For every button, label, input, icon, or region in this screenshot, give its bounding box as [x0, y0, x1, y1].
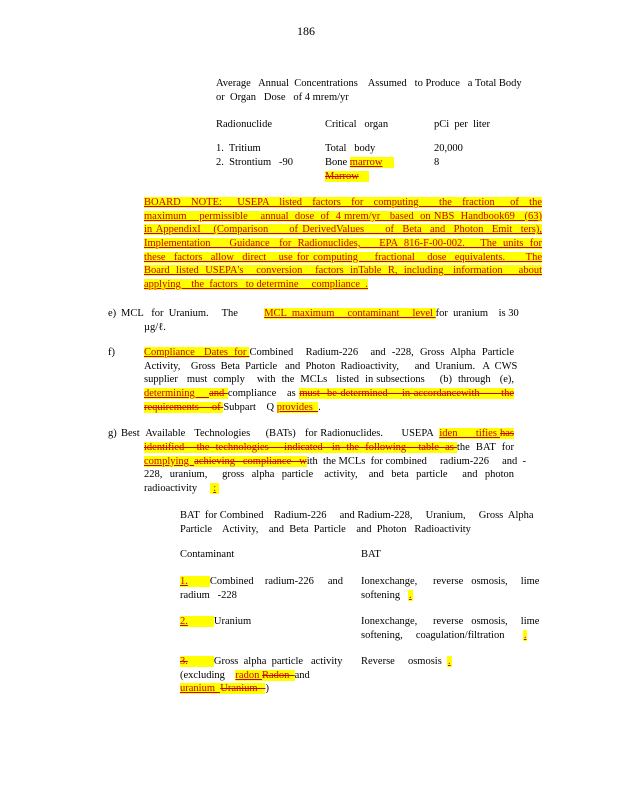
inserted-marrow: marrow [350, 157, 395, 168]
table1-row-tritium-value: 20,000 [434, 143, 463, 154]
table1-row-tritium-organ: Total body [325, 143, 376, 154]
item-f-body: Compliance Dates for Combined Radium-226 and -228, Gross Alpha Particle Activity, Gross Beta Particle and Photon Radioactivity, and Uranium. A CWS supplier must comply with the MCLs listed in subsections (b) through (e), determining and compliance as must be determined in accordancewith the requirements of Subpart Q provides . [144, 347, 518, 413]
page-number: 186 [297, 24, 315, 38]
table1-header-critical-organ: Critical organ [325, 119, 389, 130]
bat-row-2-contaminant: 2. Uranium [180, 616, 252, 627]
table1-row-tritium-nuclide: 1. Tritium [216, 143, 261, 154]
item-e-line1: MCL for Uranium. The MCL maximum contaminant level for uranium is 30 [121, 308, 519, 319]
board-note-line: in AppendixI (Comparison of DerivedValues of Beta and Photon Emit ters), [144, 224, 542, 236]
bat-row-2-bat: Ionexchange, reverse osmosis, lime softening, coagulation/filtration . [361, 616, 540, 641]
board-note-line: these factors allow direct use for computing fractional dose equivalents. The [144, 251, 542, 263]
bat-header-bat: BAT [361, 549, 381, 560]
table1-row-strontium-organ: Bone marrow [325, 156, 394, 170]
table1-title-line1: Average Annual Concentrations Assumed to Produce a Total Body [216, 78, 522, 89]
item-g-body: Best Available Technologies (BATs) for Radionuclides. USEPA iden tifies has [121, 428, 515, 439]
table1-header-radionuclide: Radionuclide [216, 119, 272, 130]
table1-row-strontium-nuclide: 2. Strontium -90 [216, 157, 294, 168]
item-e-label: e) [108, 308, 117, 319]
item-g-label: g) [108, 428, 117, 439]
item-f-label: f) [108, 347, 115, 358]
board-note [144, 196, 542, 291]
item-g-body-cont: identified the technologies indicated in the following table as the BAT for complying achieving compliance with the MCLs for combined radium-226 and - 228, uranium, gross alpha particle activity, and beta particle and photon radioactivity : [144, 442, 527, 494]
deleted-marrow: Marrow [325, 170, 369, 184]
board-note-line: Board listed USEPA's conversion factors inTable R, including information about [144, 265, 542, 277]
board-note-line: applying the factors to determine compliance . [144, 278, 368, 290]
board-note-line: maximum permissible annual dose of 4 mrem/yr based on NBS Handbook69 (63) [144, 210, 542, 222]
bat-table-title: BAT for Combined Radium-226 and Radium-228, Uranium, Gross Alpha Particle Activity, and Beta Particle and Photon Radioactivity [180, 510, 534, 535]
board-note-line: Implementation Guidance for Radionuclides, EPA 816-F-00-002. The units for [144, 237, 542, 249]
bat-row-3-contaminant: 3. Gross alpha particle activity (excluding radon Radon and uranium Uranium ) [180, 656, 343, 695]
bat-row-1-bat: Ionexchange, reverse osmosis, lime softening . [361, 576, 540, 601]
bat-header-contaminant: Contaminant [180, 549, 235, 560]
table1-header-pci-per-liter: pCi per liter [434, 119, 490, 130]
table1-row-strontium-value: 8 [434, 157, 440, 168]
inserted-mcl-maximum-contaminant-level: MCL maximum contaminant level [264, 308, 436, 319]
inserted-compliance-dates-for: Compliance Dates for [144, 347, 250, 358]
item-e-line2: µg/ℓ. [144, 322, 166, 333]
bat-row-3-bat: Reverse osmosis . [361, 656, 451, 667]
board-note-line: BOARD NOTE: USEPA listed factors for computing the fraction of the [144, 197, 542, 208]
table1-title-line2: or Organ Dose of 4 mrem/yr [216, 92, 349, 103]
bat-row-1-contaminant: 1. Combined radium-226 and radium -228 [180, 576, 343, 601]
